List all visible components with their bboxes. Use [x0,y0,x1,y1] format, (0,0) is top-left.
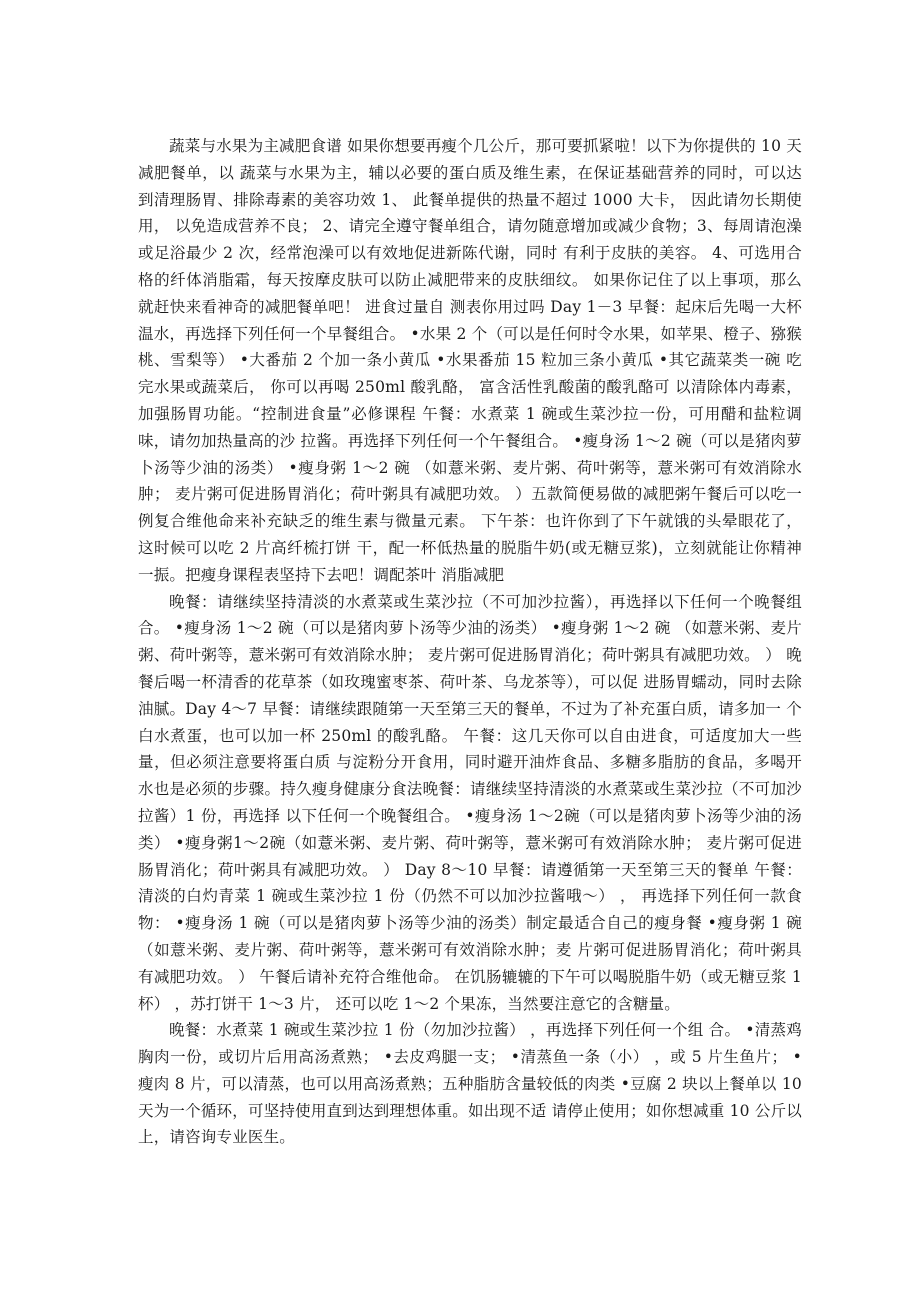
paragraph-intro-and-day1-3: 蔬菜与水果为主减肥食谱 如果你想要再瘦个几公斤，那可要抓紧啦！以下为你提供的 10 天减肥餐单，以 蔬菜与水果为主，辅以必要的蛋白质及维生素，在保证基础营养的同时，可以达 到清理肠胃、排除毒素的美容功效 1、 此餐单提供的热量不超过 1000 大卡， 因此请勿长期使用， 以免造成营养不良； 2、请完全遵守餐单组合，请勿随意增加或减少食物；3、每周请泡澡或足浴最少 2 次，经常泡澡可以有效地促进新陈代谢，同时 有利于皮肤的美容。 4、可选用合格的纤体消脂霜，每天按摩皮肤可以防止减肥带来的皮肤细纹。 如果你记住了以上事项，那么就赶快来看神奇的减肥餐单吧！ 进食过量自 测表你用过吗 Day 1－3 早餐：起床后先喝一大杯温水，再选择下列任何一个早餐组合。 •水果 2 个（可以是任何时令水果，如苹果、橙子、猕猴桃、雪梨等） •大番茄 2 个加一条小黄瓜 •水果番茄 15 粒加三条小黄瓜 •其它蔬菜类一碗 吃完水果或蔬菜后， 你可以再喝 250ml 酸乳酪， 富含活性乳酸菌的酸乳酪可 以清除体内毒素，加强肠胃功能。“控制进食量”必修课程 午餐：水煮菜 1 碗或生菜沙拉一份，可用醋和盐粒调味，请勿加热量高的沙 拉酱。再选择下列任何一个午餐组合。 •瘦身汤 1～2 碗（可以是猪肉萝卜汤等少油的汤类） •瘦身粥 1～2 碗 （如薏米粥、麦片粥、荷叶粥等，薏米粥可有效消除水肿； 麦片粥可促进肠胃消化；荷叶粥具有减肥功效。 ）五款简便易做的减肥粥午餐后可以吃一例复合维他命来补充缺乏的维生素与微量元素。 下午茶：也许你到了下午就饿的头晕眼花了，这时候可以吃 2 片高纤梳打饼 干，配一杯低热量的脱脂牛奶(或无糖豆浆)，立刻就能让你精神一振。把瘦身课程表坚持下去吧！调配茶叶 消脂减肥 [138,137,802,584]
paragraph-dinner-and-day4-10: 晚餐：请继续坚持清淡的水煮菜或生菜沙拉（不可加沙拉酱），再选择以下任何一个晚餐组合。 •瘦身汤 1～2 碗（可以是猪肉萝卜汤等少油的汤类） •瘦身粥 1～2 碗 （如薏米粥、麦片粥、荷叶粥等，薏米粥可有效消除水肿； 麦片粥可促进肠胃消化；荷叶粥具有减肥功效。 ） 晚餐后喝一杯清香的花草茶（如玫瑰蜜枣茶、荷叶茶、乌龙茶等），可以促 进肠胃蠕动，同时去除油腻。Day 4～7 早餐：请继续跟随第一天至第三天的餐单，不过为了补充蛋白质，请多加一 个白水煮蛋，也可以加一杯 250ml 的酸乳酪。 午餐：这几天你可以自由进食，可适度加大一些量，但必须注意要将蛋白质 与淀粉分开食用，同时避开油炸食品、多糖多脂肪的食品，多喝开水也是必须的步骤。持久瘦身健康分食法晚餐：请继续坚持清淡的水煮菜或生菜沙拉（不可加沙拉酱）1 份，再选择 以下任何一个晚餐组合。 •瘦身汤 1～2碗（可以是猪肉萝卜汤等少油的汤类） •瘦身粥1～2碗（如薏米粥、麦片粥、荷叶粥等，薏米粥可有效消除水肿； 麦片粥可促进肠胃消化；荷叶粥具有减肥功效。 ） Day 8～10 早餐：请遵循第一天至第三天的餐单 午餐：清淡的白灼青菜 1 碗或生菜沙拉 1 份（仍然不可以加沙拉酱哦～） ， 再选择下列任何一款食物： •瘦身汤 1 碗（可以是猪肉萝卜汤等少油的汤类）制定最适合自己的瘦身餐 •瘦身粥 1 碗 （如薏米粥、麦片粥、荷叶粥等，薏米粥可有效消除水肿；麦 片粥可促进肠胃消化；荷叶粥具有减肥功效。 ） 午餐后请补充符合维他命。 在饥肠辘辘的下午可以喝脱脂牛奶（或无糖豆浆 1 杯） ，苏打饼干 1～3 片， 还可以吃 1～2 个果冻，当然要注意它的含糖量。 [138,592,802,1013]
paragraph-final-dinner: 晚餐：水煮菜 1 碗或生菜沙拉 1 份（勿加沙拉酱） ，再选择下列任何一个组 合。 •清蒸鸡胸肉一份，或切片后用高汤煮熟； •去皮鸡腿一支； •清蒸鱼一条（小） ，或 5 片生鱼片； •瘦肉 8 片，可以清蒸，也可以用高汤煮熟；五种脂肪含量较低的肉类 •豆腐 2 块以上餐单以 10 天为一个循环，可坚持使用直到达到理想体重。如出现不适 请停止使用；如你想减重 10 公斤以上，请咨询专业医生。 [138,1021,802,1147]
document-body [138,133,802,1151]
